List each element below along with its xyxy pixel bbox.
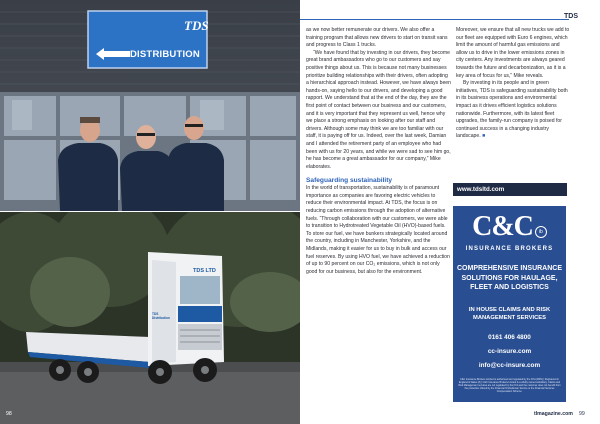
paragraph: Moreover, we ensure that all new trucks we add to our fleet are equipped with Euro 6 engines, which limit the amount of harmful gas emissions and allow us to drive in the lower emissions zones in city centers. Any investments are always geared towards the future and decarbonization, as it is a key area of focus for us,” Mike reveals. [456,27,570,79]
ad-disclaimer: C&C Insurance Brokers Limited is authorised and regulated by the FCA (FRN) | Registered in England & Wales (#) | C&C Insurance Brokers Limited is a wholly owned subsidiary. Claims and Risk Management services are not regulated by the FCA and the customer does not benefit from the protection offered by the Financial Ombudsman Service or the Financial Services Compensation Scheme. [458,378,561,393]
cab-logo-text: TDS LTD [193,268,216,274]
article-column-1 [306,27,451,276]
ad-subheadline: IN HOUSE CLAIMS AND RISK MANAGEMENT SERVICES [468,307,551,321]
paragraph-text: By investing in its people and in green initiatives, TDS is safeguarding sustainability both in its business operations and environmental impact as it drives efficient logistics solutions nationwide. Furthermore, with its latest fleet upgrades, the family-run company is poised for continued success in a changing industry landscape. [456,80,568,140]
ad-logo-text: C&C [472,211,533,242]
website-link[interactable]: www.tdsltd.com [457,186,505,193]
team-photo [0,0,300,211]
team-photo-illustration [0,0,300,211]
sign-logo: TDS [184,18,209,33]
end-mark: ■ [482,133,486,140]
ad-web[interactable]: cc-insure.com [487,348,532,355]
ad-headline: COMPREHENSIVE INSURANCE SOLUTIONS FOR HAULAGE, FLEET AND LOGISTICS [457,265,563,291]
ad-subtitle: INSURANCE BROKERS [465,246,554,252]
page-number-left: 98 [6,411,12,417]
ad-phone[interactable]: 0161 406 4800 [488,334,531,341]
truck-photo [0,212,300,424]
paragraph [456,80,572,141]
website-bar[interactable] [453,183,567,196]
header-brand: TDS [564,13,578,20]
trailer-logo-text: TDS Distribution [152,312,170,320]
ad-logo [453,212,566,242]
footer-site[interactable]: tlmagazine.com [534,411,573,417]
insurance-ad[interactable] [453,206,566,402]
page-number-right: 99 [579,411,585,417]
ad-logo-badge: ib [535,226,547,238]
sign-distribution-text: DISTRIBUTION [130,49,200,60]
subheading: Safeguarding sustainability [306,177,393,185]
paragraph: In the world of transportation, sustainability is of paramount importance as companies are favoring electric vehicles to reduce their environmental impact. At TDS, the focus is on reducing carbon emissions through the adoption of alternative fuels. “Through collaboration with our customers, we were able to transition to Hydrotreated Vegetable Oil (HVO)-based fuels. To store our fuel, we have bunkers strategically located around the country, including in Manchester, Yorkshire, and the Midlands, making it easier for us to buy in bulk and access our fuel reserves. By using HVO fuel, we have achieved a reduction of up to 90 percent on our CO₂ emissions, which is not only good for our business, but also for the environment. [306,185,450,275]
truck-photo-illustration [0,212,300,424]
header-rule [300,19,569,20]
paragraph: as we now better remunerate our drivers. We also offer a training program that allows new drivers to start on transit vans and progress to Class 1 trucks. [306,27,448,49]
ad-email[interactable]: info@cc-insure.com [478,362,541,369]
article-column-2 [456,27,572,141]
paragraph: “We have found that by investing in our drivers, they become great brand ambassadors who go to our customers and say positive things about us. This is because not many businesses prioritize building relationships with their drivers, often adopting a hierarchical approach instead. However, we have always been hands-on, saying hello to our drivers, and developing a good rapport. We understand that at the end of the day, they are the first point of contact between our business and our customers, and it is very important that they represent us well, hence why we place a strong emphasis on looking after our staff and drivers. Although some may think we are too familiar with our staff, it is paying off for us. Indeed, over the last week, Damian and I attended the retirement party of an employee who had been with us for 20 years, and while we were sad to see him go, he has become a great ambassador for our company,” Mike elaborates. [306,49,451,170]
